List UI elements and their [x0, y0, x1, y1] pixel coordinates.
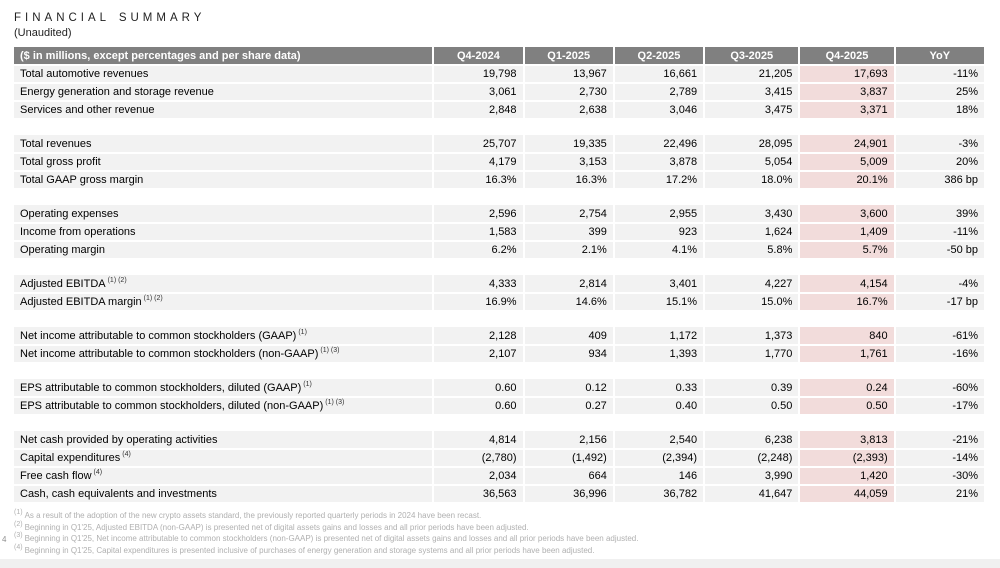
- cell: 5,054: [704, 153, 799, 171]
- footnote-reference: (1) (2): [143, 295, 163, 303]
- row-label: Operating margin: [14, 241, 433, 259]
- cell: -17 bp: [895, 293, 985, 311]
- table-row: [14, 153, 985, 171]
- cell: 1,373: [704, 327, 799, 345]
- cell: 4.1%: [614, 241, 704, 259]
- column-header-q3-2025: Q3-2025: [704, 47, 799, 65]
- table-row: [14, 101, 985, 119]
- cell: 3,475: [704, 101, 799, 119]
- section-gap: [14, 311, 985, 327]
- footnote-reference: (4): [93, 469, 103, 477]
- table-row: [14, 275, 985, 293]
- cell: 16.3%: [524, 171, 614, 189]
- cell: 934: [524, 345, 614, 363]
- cell: 4,814: [433, 431, 523, 449]
- cell: 19,335: [524, 135, 614, 153]
- table-row: [14, 241, 985, 259]
- page-subtitle: (Unaudited): [14, 27, 72, 39]
- row-label: Adjusted EBITDA $^{(1) (2)}$: [14, 275, 433, 293]
- column-header-q1-2025: Q1-2025: [524, 47, 614, 65]
- cell-highlighted: 840: [799, 327, 894, 345]
- cell: 21,205: [704, 65, 799, 83]
- table-header-measure-label: ($ in millions, except percentages and per share data): [14, 47, 433, 65]
- footnote: $^{(4)}$ Beginning in Q1'25, Capital expenditures is presented inclusive of purchases of energy generation and storage systems and all prior periods have been adjusted.: [14, 543, 595, 555]
- footnote-reference: (1): [303, 380, 312, 388]
- row-label: EPS attributable to common stockholders, diluted (non-GAAP) $^{(1) (3)}$: [14, 397, 433, 415]
- cell-highlighted: 1,409: [799, 223, 894, 241]
- table-row: [14, 431, 985, 449]
- cell: 36,563: [433, 485, 523, 503]
- cell: 6.2%: [433, 241, 523, 259]
- cell: 1,583: [433, 223, 523, 241]
- cell: -11%: [895, 65, 985, 83]
- cell: 28,095: [704, 135, 799, 153]
- cell: 2,128: [433, 327, 523, 345]
- cell-highlighted: (2,393): [799, 449, 894, 467]
- cell: 22,496: [614, 135, 704, 153]
- cell-highlighted: 3,371: [799, 101, 894, 119]
- cell: (1,492): [524, 449, 614, 467]
- footnote-marker: (4): [14, 543, 23, 551]
- cell: 2,848: [433, 101, 523, 119]
- cell-highlighted: 3,813: [799, 431, 894, 449]
- cell: 0.39: [704, 379, 799, 397]
- cell-highlighted: 5,009: [799, 153, 894, 171]
- cell: -21%: [895, 431, 985, 449]
- footnote-reference: (1) (3): [320, 347, 340, 355]
- cell: 19,798: [433, 65, 523, 83]
- cell: 386 bp: [895, 171, 985, 189]
- cell: 4,333: [433, 275, 523, 293]
- cell: 2,107: [433, 345, 523, 363]
- cell: 1,624: [704, 223, 799, 241]
- cell: 1,172: [614, 327, 704, 345]
- cell-highlighted: 5.7%: [799, 241, 894, 259]
- row-label: Income from operations: [14, 223, 433, 241]
- cell: 3,401: [614, 275, 704, 293]
- cell: -17%: [895, 397, 985, 415]
- row-label: Net income attributable to common stockholders (non-GAAP) $^{(1) (3)}$: [14, 345, 433, 363]
- cell-highlighted: 17,693: [799, 65, 894, 83]
- row-label: EPS attributable to common stockholders, diluted (GAAP) $^{(1)}$: [14, 379, 433, 397]
- cell: 2,730: [524, 83, 614, 101]
- section-gap: [14, 363, 985, 379]
- cell: -11%: [895, 223, 985, 241]
- table-row: [14, 485, 985, 503]
- row-label: Net income attributable to common stockholders (GAAP) $^{(1)}$: [14, 327, 433, 345]
- table-row: [14, 379, 985, 397]
- table-row: [14, 65, 985, 83]
- cell: 17.2%: [614, 171, 704, 189]
- cell: 21%: [895, 485, 985, 503]
- cell: 18.0%: [704, 171, 799, 189]
- bottom-strip: [0, 559, 1000, 568]
- footnote-marker: (2): [14, 520, 23, 528]
- cell-highlighted: 16.7%: [799, 293, 894, 311]
- cell: 16.9%: [433, 293, 523, 311]
- table-row: [14, 293, 985, 311]
- table-row: [14, 397, 985, 415]
- table-row: [14, 223, 985, 241]
- cell: 3,430: [704, 205, 799, 223]
- table-header-row: [14, 47, 985, 65]
- footnotes: [14, 510, 974, 556]
- cell: (2,780): [433, 449, 523, 467]
- cell-highlighted: 0.50: [799, 397, 894, 415]
- cell: (2,248): [704, 449, 799, 467]
- cell: 3,878: [614, 153, 704, 171]
- cell: 4,227: [704, 275, 799, 293]
- table-row: [14, 467, 985, 485]
- row-label: Free cash flow $^{(4)}$: [14, 467, 433, 485]
- cell: 923: [614, 223, 704, 241]
- page-number: 4: [2, 535, 7, 544]
- cell: 399: [524, 223, 614, 241]
- cell: 0.33: [614, 379, 704, 397]
- cell: 3,046: [614, 101, 704, 119]
- cell: -60%: [895, 379, 985, 397]
- cell: 14.6%: [524, 293, 614, 311]
- cell: 41,647: [704, 485, 799, 503]
- cell: 0.60: [433, 397, 523, 415]
- page-title: FINANCIAL SUMMARY: [14, 12, 206, 24]
- cell: 25%: [895, 83, 985, 101]
- footnote: $^{(1)}$ As a result of the adoption of the new crypto assets standard, the previously reported quarterly periods in 2024 have been recast.: [14, 509, 482, 520]
- cell: 5.8%: [704, 241, 799, 259]
- cell: 16,661: [614, 65, 704, 83]
- cell-highlighted: 3,600: [799, 205, 894, 223]
- cell-highlighted: 24,901: [799, 135, 894, 153]
- cell: 3,061: [433, 83, 523, 101]
- cell: 15.0%: [704, 293, 799, 311]
- footnote-marker: (1): [14, 509, 23, 517]
- cell: 25,707: [433, 135, 523, 153]
- cell: 0.50: [704, 397, 799, 415]
- row-label: Net cash provided by operating activities: [14, 431, 433, 449]
- cell: 2,034: [433, 467, 523, 485]
- section-gap: [14, 415, 985, 431]
- column-header-q2-2025: Q2-2025: [614, 47, 704, 65]
- cell: 2,789: [614, 83, 704, 101]
- cell-highlighted: 44,059: [799, 485, 894, 503]
- cell: 409: [524, 327, 614, 345]
- footnote: $^{(3)}$ Beginning in Q1'25, Net income attributable to common stockholders (non-GAAP) is presented net of digital assets gains and losses and all prior periods have been adjusted.: [14, 532, 639, 543]
- column-header-q4-2024: Q4-2024: [433, 47, 523, 65]
- row-label: Capital expenditures $^{(4)}$: [14, 449, 433, 467]
- cell: 13,967: [524, 65, 614, 83]
- cell-highlighted: 3,837: [799, 83, 894, 101]
- row-label: Total gross profit: [14, 153, 433, 171]
- cell: -4%: [895, 275, 985, 293]
- footnote-reference: (1): [298, 328, 307, 336]
- cell-highlighted: 4,154: [799, 275, 894, 293]
- cell: 0.12: [524, 379, 614, 397]
- cell: -30%: [895, 467, 985, 485]
- cell: 2,814: [524, 275, 614, 293]
- cell: 20%: [895, 153, 985, 171]
- cell: 39%: [895, 205, 985, 223]
- cell: 3,153: [524, 153, 614, 171]
- footnote-reference: (1) (3): [325, 399, 345, 407]
- cell: 2.1%: [524, 241, 614, 259]
- table-row: [14, 83, 985, 101]
- table-row: [14, 171, 985, 189]
- row-label: Total revenues: [14, 135, 433, 153]
- cell: -3%: [895, 135, 985, 153]
- cell-highlighted: 1,420: [799, 467, 894, 485]
- row-label: Operating expenses: [14, 205, 433, 223]
- section-gap: [14, 259, 985, 275]
- cell: 2,955: [614, 205, 704, 223]
- cell: 2,638: [524, 101, 614, 119]
- row-label: Energy generation and storage revenue: [14, 83, 433, 101]
- cell: 3,990: [704, 467, 799, 485]
- cell: -16%: [895, 345, 985, 363]
- table-row: [14, 327, 985, 345]
- cell: 2,754: [524, 205, 614, 223]
- row-label: Total automotive revenues: [14, 65, 433, 83]
- cell: 18%: [895, 101, 985, 119]
- cell-highlighted: 20.1%: [799, 171, 894, 189]
- cell: 0.27: [524, 397, 614, 415]
- footnote-reference: (1) (2): [107, 276, 127, 284]
- cell: 1,770: [704, 345, 799, 363]
- table-row: [14, 205, 985, 223]
- row-label: Cash, cash equivalents and investments: [14, 485, 433, 503]
- row-label: Services and other revenue: [14, 101, 433, 119]
- cell: 2,540: [614, 431, 704, 449]
- cell: -50 bp: [895, 241, 985, 259]
- title-block: [14, 12, 205, 39]
- financial-summary-table: [14, 47, 986, 504]
- cell: 36,996: [524, 485, 614, 503]
- footnote-marker: (3): [14, 532, 23, 540]
- cell: 0.60: [433, 379, 523, 397]
- table-row: [14, 135, 985, 153]
- footnote-reference: (4): [122, 451, 131, 459]
- cell: 664: [524, 467, 614, 485]
- cell: 15.1%: [614, 293, 704, 311]
- cell: 2,596: [433, 205, 523, 223]
- table-row: [14, 449, 985, 467]
- footnote: $^{(2)}$ Beginning in Q1'25, Adjusted EBITDA (non-GAAP) is presented net of digital assets gains and losses and all prior periods have been adjusted.: [14, 520, 529, 532]
- column-header-q4-2025: Q4-2025: [799, 47, 894, 65]
- cell: 2,156: [524, 431, 614, 449]
- cell: -14%: [895, 449, 985, 467]
- cell-highlighted: 0.24: [799, 379, 894, 397]
- cell: 0.40: [614, 397, 704, 415]
- section-gap: [14, 119, 985, 135]
- cell: 16.3%: [433, 171, 523, 189]
- row-label: Total GAAP gross margin: [14, 171, 433, 189]
- cell: 4,179: [433, 153, 523, 171]
- row-label: Adjusted EBITDA margin $^{(1) (2)}$: [14, 293, 433, 311]
- cell: -61%: [895, 327, 985, 345]
- cell: 36,782: [614, 485, 704, 503]
- column-header-yoy: YoY: [895, 47, 985, 65]
- cell: 6,238: [704, 431, 799, 449]
- table-row: [14, 345, 985, 363]
- cell: (2,394): [614, 449, 704, 467]
- section-gap: [14, 189, 985, 205]
- cell: 146: [614, 467, 704, 485]
- cell-highlighted: 1,761: [799, 345, 894, 363]
- cell: 3,415: [704, 83, 799, 101]
- cell: 1,393: [614, 345, 704, 363]
